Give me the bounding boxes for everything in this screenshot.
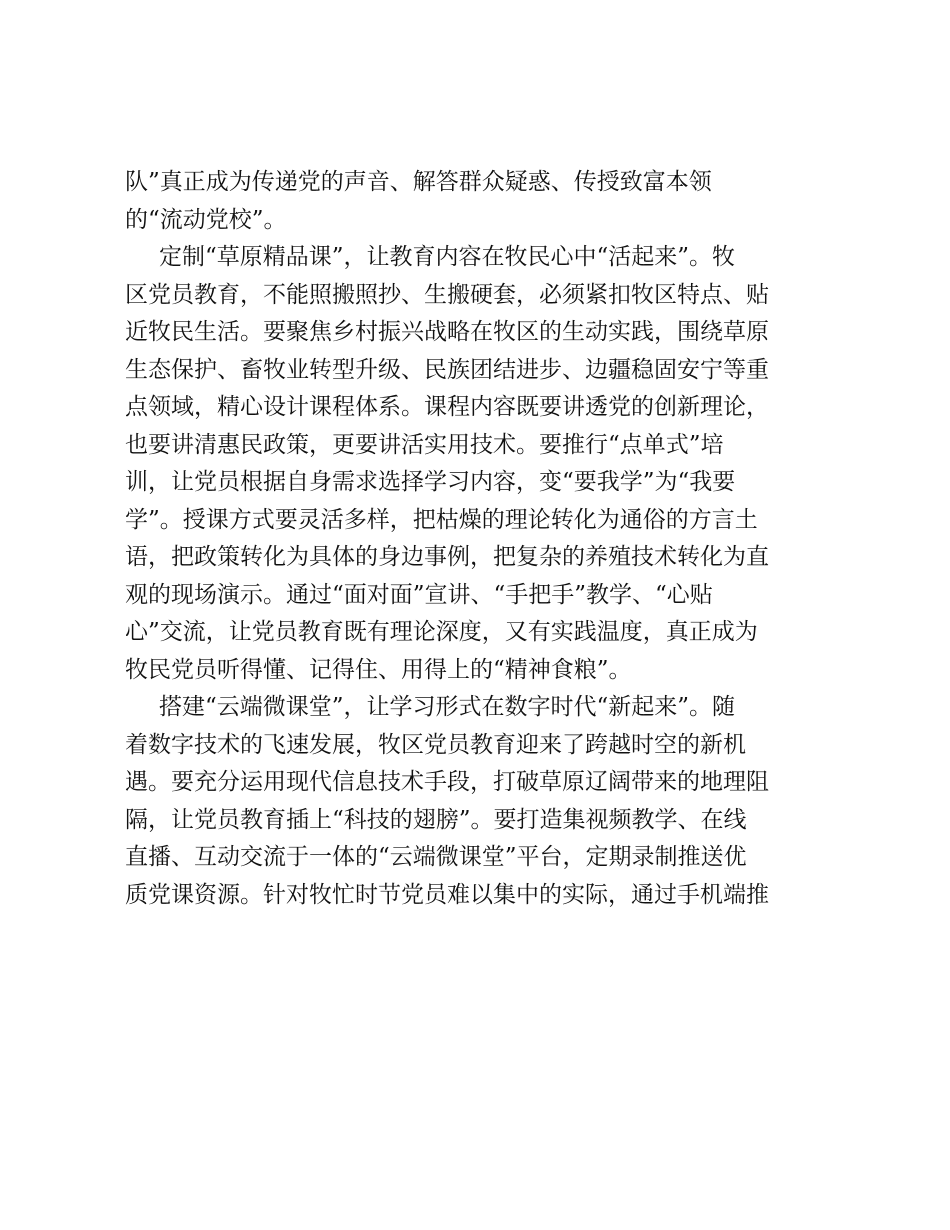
text-line: 区党员教育，不能照搬照抄、生搬硬套，必须紧扣牧区特点、贴 xyxy=(125,281,769,308)
text-line: 牧民党员听得懂、记得住、用得上的“精神食粮”。 xyxy=(125,656,632,683)
text-line: 近牧民生活。要聚焦乡村振兴战略在牧区的生动实践，围绕草原 xyxy=(125,319,769,345)
text-line: 也要讲清惠民政策，更要讲活实用技术。要推行“点单式”培 xyxy=(125,431,724,458)
text-line: 心”交流，让党员教育既有理论深度，又有实践温度，真正成为 xyxy=(125,619,758,645)
text-line: 隔，让党员教育插上“科技的翅膀”。要打造集视频教学、在线 xyxy=(125,806,747,833)
text-line: 定制“草原精品课”，让教育内容在牧民心中“活起来”。牧 xyxy=(159,244,736,270)
text-line: 语，把政策转化为具体的身边事例，把复杂的养殖技术转化为直 xyxy=(125,544,769,570)
text-line: 的“流动党校”。 xyxy=(125,206,287,233)
text-line: 队”真正成为传递党的声音、解答群众疑惑、传授致富本领 xyxy=(125,169,712,195)
text-line: 遇。要充分运用现代信息技术手段，打破草原辽阔带来的地理阻 xyxy=(125,769,769,795)
text-line: 学”。授课方式要灵活多样，把枯燥的理论转化为通俗的方言土 xyxy=(125,506,758,533)
document-body xyxy=(125,164,835,914)
text-line: 搭建“云端微课堂”，让学习形式在数字时代“新起来”。随 xyxy=(159,694,736,720)
text-line: 训，让党员根据自身需求选择学习内容，变“要我学”为“我要 xyxy=(125,469,736,495)
text-line: 观的现场演示。通过“面对面”宣讲、“手把手”教学、“心贴 xyxy=(125,581,713,608)
text-line: 点领域，精心设计课程体系。课程内容既要讲透党的创新理论， xyxy=(125,394,769,420)
text-line: 质党课资源。针对牧忙时节党员难以集中的实际，通过手机端推 xyxy=(125,881,769,908)
text-line: 直播、互动交流于一体的“云端微课堂”平台，定期录制推送优 xyxy=(125,844,747,870)
text-line: 着数字技术的飞速发展，牧区党员教育迎来了跨越时空的新机 xyxy=(125,731,746,758)
text-line: 生态保护、畜牧业转型升级、民族团结进步、边疆稳固安宁等重 xyxy=(125,356,769,383)
